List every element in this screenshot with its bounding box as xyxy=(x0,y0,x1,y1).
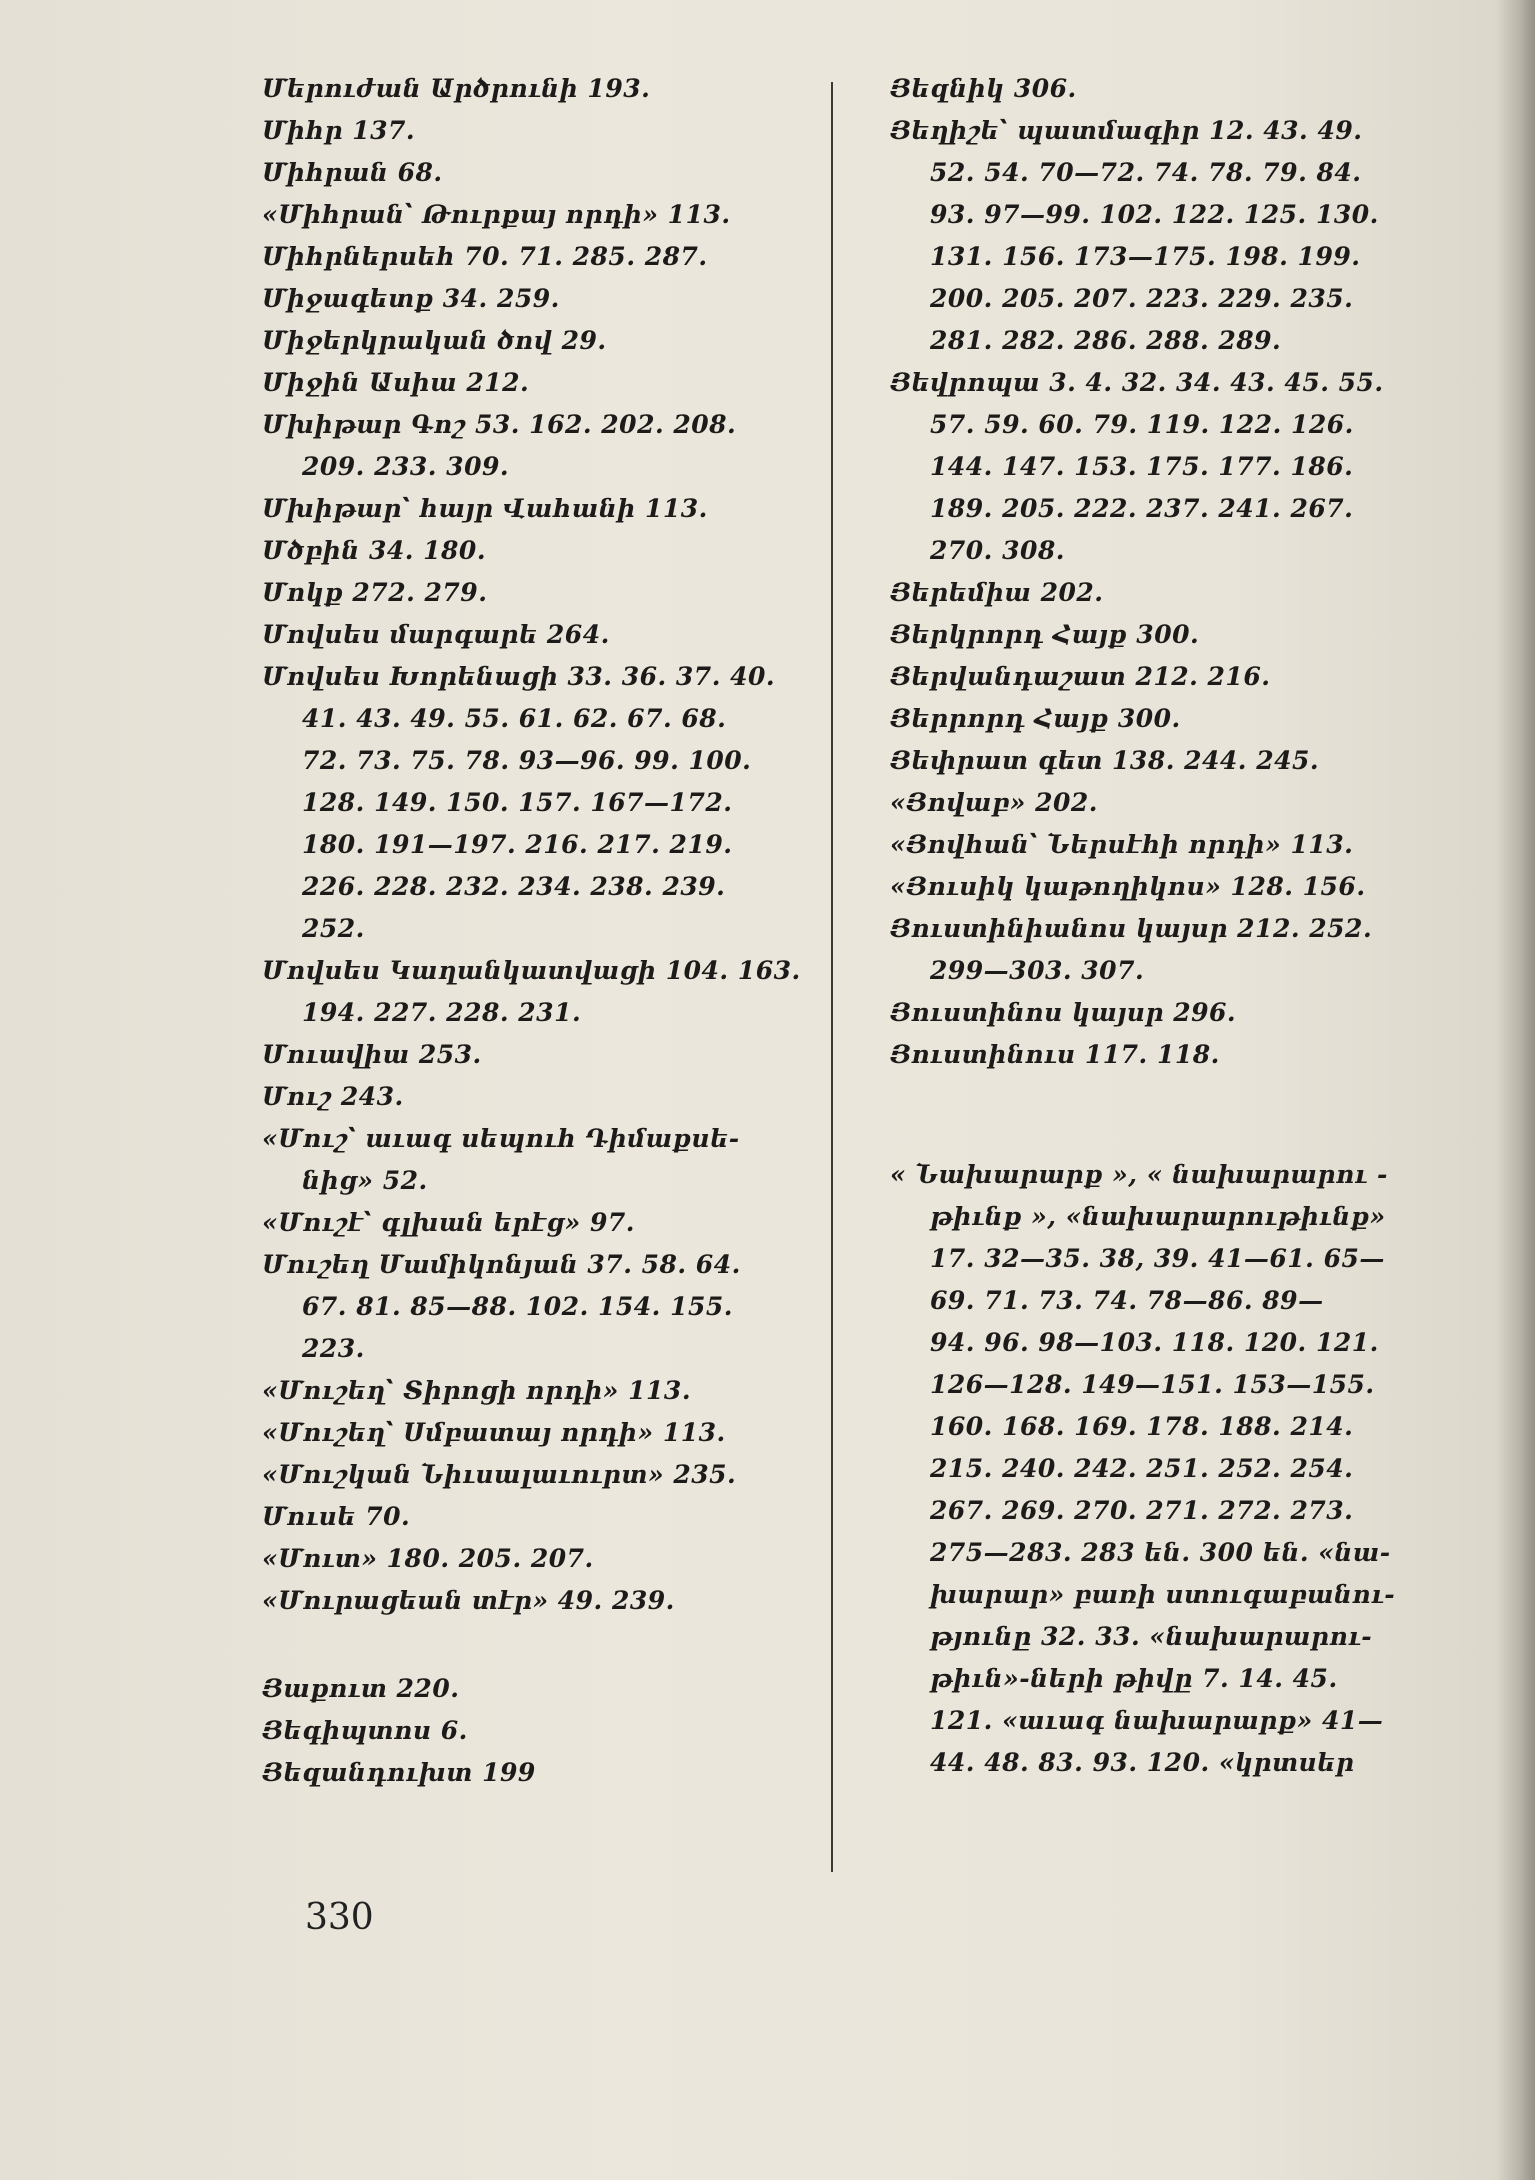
index-entry-line: 189. 205. 222. 237. 241. 267. xyxy=(930,494,1354,523)
index-entry-line: թիւն»-ների թիվը 7. 14. 45. xyxy=(930,1664,1338,1693)
index-entry xyxy=(890,992,1415,1034)
index-entry-line: նից» 52. xyxy=(302,1166,428,1195)
index-entry xyxy=(890,782,1415,824)
index-entry-line: Մովսես Կաղանկատվացի 104. 163. xyxy=(262,956,801,985)
index-entry-line: 126—128. 149—151. 153—155. xyxy=(930,1370,1375,1399)
index-entry xyxy=(262,614,802,656)
index-entry xyxy=(262,1076,802,1118)
index-entry-line: Յերկրորդ Հայք 300. xyxy=(890,620,1200,649)
index-entry-line: «Մուշ՝ աւագ սեպուհ Դիմաքսե- xyxy=(262,1124,740,1153)
section-gap xyxy=(262,1622,802,1668)
index-entry xyxy=(262,110,802,152)
index-entry-line: «Յովաբ» 202. xyxy=(890,788,1098,817)
index-entry xyxy=(890,614,1415,656)
index-entry-line: Մխիթար՝ հայր Վահանի 113. xyxy=(262,494,708,523)
index-entry-line: Միջին Ասիա 212. xyxy=(262,368,530,397)
index-entry-line: Միհրներսեհ 70. 71. 285. 287. xyxy=(262,242,708,271)
index-column-right xyxy=(890,68,1415,1784)
index-entry-line: «Յովհան՝ Ներսէհի որդի» 113. xyxy=(890,830,1354,859)
index-entry-line: 270. 308. xyxy=(930,536,1065,565)
index-entry-line: 180. 191—197. 216. 217. 219. xyxy=(302,830,733,859)
index-entry-line: Միհրան 68. xyxy=(262,158,443,187)
index-entry xyxy=(262,1580,802,1622)
index-entry xyxy=(890,1154,1415,1784)
index-entry xyxy=(262,1496,802,1538)
index-entry xyxy=(890,740,1415,782)
index-entry-line: Մուսե 70. xyxy=(262,1502,411,1531)
index-entry-line: «Մուտ» 180. 205. 207. xyxy=(262,1544,594,1573)
index-entry xyxy=(890,824,1415,866)
index-entry-line: Յերեմիա 202. xyxy=(890,578,1104,607)
index-entry-line: Մոկք 272. 279. xyxy=(262,578,488,607)
index-entry-line: Մուավիա 253. xyxy=(262,1040,482,1069)
index-entry xyxy=(890,698,1415,740)
index-entry-line: Յաքուտ 220. xyxy=(262,1674,460,1703)
index-entry xyxy=(262,1244,802,1370)
index-entry-line: 69. 71. 73. 74. 78—86. 89— xyxy=(930,1286,1324,1315)
index-entry-line: Մուշ 243. xyxy=(262,1082,404,1111)
index-entry-line: 200. 205. 207. 223. 229. 235. xyxy=(930,284,1354,313)
index-entry xyxy=(262,1202,802,1244)
index-entry-line: «Մուշեղ՝ Սմբատայ որդի» 113. xyxy=(262,1418,726,1447)
index-entry-line: Մխիթար Գոշ 53. 162. 202. 208. xyxy=(262,410,737,439)
index-entry-line: 226. 228. 232. 234. 238. 239. xyxy=(302,872,726,901)
index-entry xyxy=(262,152,802,194)
index-entry-line: Յերվանդաշատ 212. 216. xyxy=(890,662,1271,691)
index-entry xyxy=(262,320,802,362)
index-entry-line: «Մուրացեան տէր» 49. 239. xyxy=(262,1586,675,1615)
index-entry-line: 252. xyxy=(302,914,365,943)
index-entry xyxy=(262,1710,802,1752)
index-entry-line: 72. 73. 75. 78. 93—96. 99. 100. xyxy=(302,746,752,775)
index-entry-line: Յուստինոս կայսր 296. xyxy=(890,998,1237,1027)
index-entry-line: « Նախարարք », « նախարարու - xyxy=(890,1160,1388,1189)
index-entry-line: 93. 97—99. 102. 122. 125. 130. xyxy=(930,200,1379,229)
book-spine-shadow xyxy=(1497,0,1535,2180)
index-entry-line: Յեզանդուխտ 199 xyxy=(262,1758,536,1787)
index-entry-line: Յերրորդ Հայք 300. xyxy=(890,704,1181,733)
index-entry-line: Յուստինիանոս կայսր 212. 252. xyxy=(890,914,1373,943)
index-entry xyxy=(262,194,802,236)
index-entry-line: Յեզնիկ 306. xyxy=(890,74,1077,103)
index-entry-line: Մովսես Խորենացի 33. 36. 37. 40. xyxy=(262,662,776,691)
index-entry-line: Յեվրոպա 3. 4. 32. 34. 43. 45. 55. xyxy=(890,368,1384,397)
column-divider xyxy=(831,82,833,1872)
index-entry-line: Մովսես մարգարե 264. xyxy=(262,620,610,649)
index-entry xyxy=(890,68,1415,110)
index-entry-line: 299—303. 307. xyxy=(930,956,1145,985)
index-entry-line: Միջերկրական ծով 29. xyxy=(262,326,607,355)
index-entry-line: Մուշեղ Մամիկոնյան 37. 58. 64. xyxy=(262,1250,741,1279)
index-entry xyxy=(890,656,1415,698)
index-entry-line: «Մուշկան Նիւսալաւուրտ» 235. xyxy=(262,1460,737,1489)
index-entry-line: Յեղիշե՝ պատմագիր 12. 43. 49. xyxy=(890,116,1363,145)
index-entry xyxy=(890,362,1415,572)
index-entry-line: 209. 233. 309. xyxy=(302,452,510,481)
index-entry xyxy=(262,236,802,278)
index-entry xyxy=(262,1752,802,1794)
page-number: 330 xyxy=(305,1897,374,1938)
index-entry xyxy=(262,656,802,950)
index-entry xyxy=(262,1538,802,1580)
index-entry-line: Մերուժան Արծրունի 193. xyxy=(262,74,651,103)
index-entry-line: 275—283. 283 են. 300 են. «նա- xyxy=(930,1538,1391,1567)
index-entry-line: 52. 54. 70—72. 74. 78. 79. 84. xyxy=(930,158,1362,187)
index-entry xyxy=(262,1668,802,1710)
index-entry-line: խարար» բառի ստուգաբանու- xyxy=(930,1580,1396,1609)
index-entry-line: թիւնք », «նախարարութիւնք» xyxy=(930,1202,1386,1231)
index-entry-line: 67. 81. 85—88. 102. 154. 155. xyxy=(302,1292,733,1321)
index-entry xyxy=(262,278,802,320)
index-entry-line: 267. 269. 270. 271. 272. 273. xyxy=(930,1496,1354,1525)
index-entry xyxy=(262,1454,802,1496)
index-entry xyxy=(262,1370,802,1412)
index-entry-line: Միհր 137. xyxy=(262,116,416,145)
index-entry-line: 223. xyxy=(302,1334,365,1363)
index-entry xyxy=(262,1034,802,1076)
index-column-left xyxy=(262,68,802,1794)
index-entry-line: թյունը 32. 33. «նախարարու- xyxy=(930,1622,1373,1651)
index-entry-line: «Միհրան՝ Թուրքայ որդի» 113. xyxy=(262,200,731,229)
index-entry-line: 121. «աւագ նախարարք» 41— xyxy=(930,1706,1384,1735)
index-entry xyxy=(262,572,802,614)
index-entry xyxy=(890,110,1415,362)
index-entry-line: 41. 43. 49. 55. 61. 62. 67. 68. xyxy=(302,704,727,733)
index-entry-line: Յեգիպտոս 6. xyxy=(262,1716,468,1745)
section-gap xyxy=(890,1076,1415,1154)
index-entry-line: Միջագետք 34. 259. xyxy=(262,284,560,313)
index-entry-line: 128. 149. 150. 157. 167—172. xyxy=(302,788,733,817)
index-entry xyxy=(890,866,1415,908)
index-entry xyxy=(262,1412,802,1454)
index-entry-line: 160. 168. 169. 178. 188. 214. xyxy=(930,1412,1354,1441)
index-entry-line: 94. 96. 98—103. 118. 120. 121. xyxy=(930,1328,1379,1357)
index-entry xyxy=(262,950,802,1034)
index-entry xyxy=(262,68,802,110)
index-entry xyxy=(262,530,802,572)
index-entry xyxy=(890,908,1415,992)
index-entry xyxy=(890,1034,1415,1076)
index-entry-line: 215. 240. 242. 251. 252. 254. xyxy=(930,1454,1354,1483)
index-entry-line: 281. 282. 286. 288. 289. xyxy=(930,326,1282,355)
index-entry-line: Յեփրատ գետ 138. 244. 245. xyxy=(890,746,1320,775)
index-entry-line: Մծբին 34. 180. xyxy=(262,536,487,565)
index-entry-line: 131. 156. 173—175. 198. 199. xyxy=(930,242,1361,271)
index-entry xyxy=(262,1118,802,1202)
index-entry xyxy=(262,362,802,404)
index-entry-line: 17. 32—35. 38, 39. 41—61. 65— xyxy=(930,1244,1385,1273)
index-entry xyxy=(262,404,802,488)
index-entry-line: 44. 48. 83. 93. 120. «կրտսեր xyxy=(930,1748,1355,1777)
index-entry-line: Յուստինուս 117. 118. xyxy=(890,1040,1220,1069)
index-entry xyxy=(262,488,802,530)
index-entry-line: 194. 227. 228. 231. xyxy=(302,998,582,1027)
index-entry-line: 57. 59. 60. 79. 119. 122. 126. xyxy=(930,410,1354,439)
index-entry-line: «Մուշեղ՝ Տիրոցի որդի» 113. xyxy=(262,1376,692,1405)
index-entry-line: «Յուսիկ կաթողիկոս» 128. 156. xyxy=(890,872,1366,901)
index-entry-line: 144. 147. 153. 175. 177. 186. xyxy=(930,452,1354,481)
index-entry-line: «Մուշէ՝ գլխան երէց» 97. xyxy=(262,1208,635,1237)
index-entry xyxy=(890,572,1415,614)
